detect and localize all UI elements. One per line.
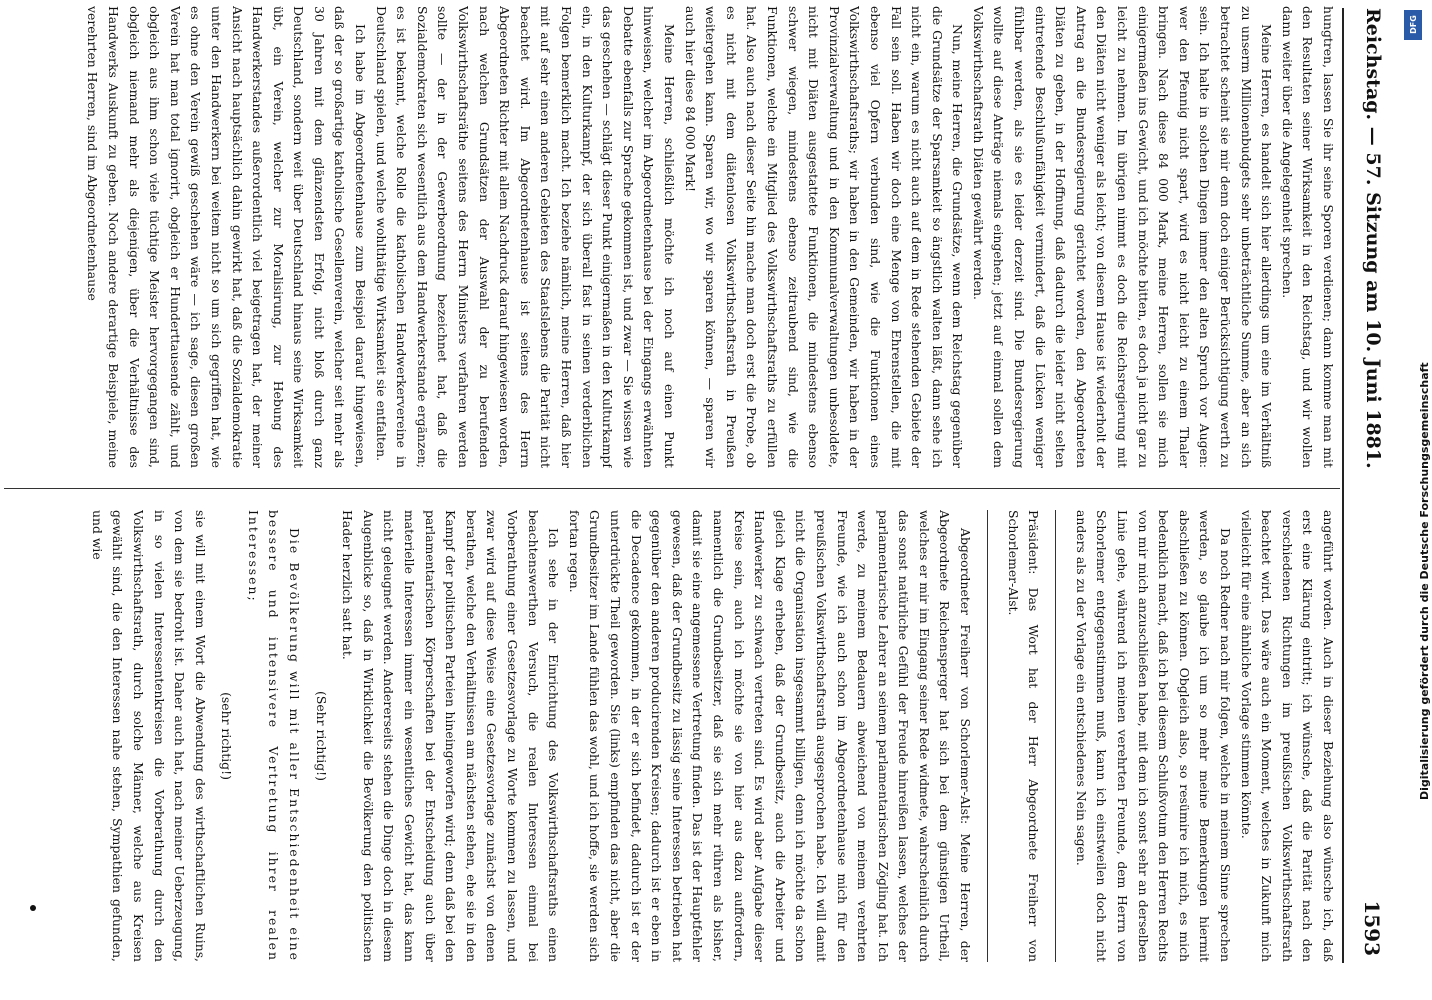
page-header <box>1350 8 1390 956</box>
paragraph: Die Bevölkerung will mit aller Entschiedenheit eine bessere und intensivere Vertretung ihrer realen Interessen; <box>245 510 303 962</box>
header-rule <box>1342 8 1344 963</box>
sidebar-credit <box>1404 200 1431 800</box>
margin-dot <box>30 905 36 911</box>
paragraph: sie will mit einem Wort die Abwendung des wirthschaftlichen Ruins, von dem sie bedroht ist. Daher auch hat, nach meiner Ueberzeugung, in so vielen Interessentenkreisen die Vorberathung durch den Volkswirthschaftsrath, durch solche Männer, welche aus Kreisen gewählt sind, die den Interessen nahe stehen, Sympathien gefunden, und wie <box>89 510 208 962</box>
interjection: (sehr richtig!) <box>219 692 235 780</box>
section-rule <box>987 510 988 962</box>
paragraph: hungtren, lassen Sie ihr seine Sporen verdienen; dann komme man mit den Resultaten seiner Wirksamkeit in den Reichstag, und wir wollen dann weiter über die Angelegenheit sprechen. <box>1279 6 1336 468</box>
right-column <box>8 510 1338 962</box>
interjection: (Sehr richtig!) <box>313 691 329 781</box>
paragraph: Präsident: Das Wort hat der Herr Abgeordnete Freiherr von Schorlemer-Alst. <box>1005 510 1042 962</box>
section-rule <box>1055 510 1056 962</box>
paragraph: angeführt worden. Auch in dieser Beziehung also wünsche ich, daß erst eine Klärung eintritt; ich wünsche, daß die Parität nach den verschiedenen Richtungen im preußischen Volkswirthschaftsrath beachtet wird. Das wäre auch ein Moment, welches in Zukunft mich vielleicht für eine ähnliche Vorlage stimmen könnte. <box>1238 510 1336 962</box>
paragraph: Ich habe im Abgeordnetenhause zum Beispiel darauf hingewiesen, daß der so großartige katholische Gesellenverein, welcher seit mehr als 30 Jahren mit dem glänzendsten Erfolg, nicht bloß durch ganz Deutschland, sondern weit über Deutschland hinaus seine Wirksamkeit übt, ein Verein, welcher zur Moralisirung, zur Hebung des Handwerkerstandes außerordentlich viel beigetragen hat, der meiner Ansicht nach hauptsächlich dahin gewirkt hat, daß die Sozialdemokratie unter den Handwerkern bei weitem nicht so um sich gegriffen hat, wie es ohne den Verein gewiß geschehen wäre — ich sage, diesen großen Verein hat man total ignorirt, obgleich er Hunderttausende zählt, und obgleich aus ihm schon viele tüchtige Meister hervorgegangen sind, obgleich niemand mehr als diejenigen, über die Verhältnisse des Handwerks Auskunft zu geben. Noch andere derartige Beispiele, meine verehrten Herren, sind im Abgeordnetenhause <box>85 6 369 468</box>
paragraph: Da noch Redner nach mir folgen, welche in meinem Sinne sprechen werden, so glaube ich um so mehr meine Bemerkungen hiermit abschließen zu können. Obgleich also, so resümire ich mich, es mich bedenklich macht, daß ich bei diesem Schlußvotum den Herren Rechts von mir mich anzuschließen habe, mit dem ich sonst sehr an derselben Linie gehe, während ich meinen verehrten Freunde, dem Herrn von Schorlemer entgegenstimmen muß, kann ich einstweilen doch nicht anders als zu der Vorlage ein entschiedenes Nein sagen. <box>1073 510 1234 962</box>
running-head: Reichstag. — 57. Sitzung am 10. Juni 1881. <box>1362 8 1384 469</box>
paragraph: Meine Herren, es handelt sich hier allerdings um eine im Verhältniß zu unserm Millionenbudgets sehr unbeträchtliche Summe, aber an sich betrachtet scheint sie mir denn doch einiger Berücksichtigung werth zu sein. Ich halte in solchen Dingen immer den alten Spruch vor Augen: wer den Pfennig nicht spart, wird es nicht leicht zu einem Thaler bringen. Nach diese 84 000 Mark, meine Herren, sollen sie mich einigermaßen ins Gewicht, und ich möchte bitten, es doch ja nicht gar zu leicht zu nehmen. Im übrigen nimmt es doch die Reichsregierung mit den Diäten nicht weniger als leicht; von diesem Hause ist wiederholt der Antrag an die Bundesregierung gerichtet worden, den Abgeordneten Diäten zu geben, in der Hoffnung, daß dadurch die leider nicht selten eintretende Beschlußunfähigkeit vermindert, daß die Lücken weniger fühlbar werden, als sie es leider derzeit sind. Die Bundesregierung wollte auf diese Anträge niemals eingehen; jetzt auf einmal sollen dem Volkswirthschaftsrath Diäten gewährt werden. <box>970 6 1275 468</box>
paragraph: Nun, meine Herren, die Grundsätze, wenn dem Reichstag gegenüber die Grundsätze der Sparsamkeit so ängstlich walten läßt, dann sehe ich nicht ein, warum es nicht auch auf dem in Rede stehenden Gebiete der Fall sein soll. Haben wir doch eine Menge von Ehrenstellen, die mit ebenso viel Opfern verbunden sind, wie die Funktionen eines Volkswirthschaftsraths; wir haben in den Gemeinden, wir haben in der Provinzialverwaltung und in den Kommunalverwaltungen unbesoldete, nicht mit Diäten ausgestattete Funktionen, die mindestens ebenso schwer wiegen, mindestens ebenso zeitraubend sind, wie die Funktionen, welche ein Mitglied des Volkswirthschaftsraths zu erfüllen hat. Also auch nach dieser Seite hin mache man doch erst die Probe, ob es nicht mit dem diätenlosen Volkswirthschaftsrath in Preußen weitergehen kann. Sparen wir, wo wir sparen können, — sparen wir auch hier diese 84 000 Mark! <box>682 6 966 468</box>
paragraph: Ich sehe in der Einrichtung des Volkswirthschaftsraths einen beachtenswerthen Versuch, die realen Interessen einmal bei Vorberathung einer Gesetzesvorlage zu Worte kommen zu lassen, und zwar wird auf diese Weise eine Gesetzesvorlage zunächst von denen berathen, welche den Verhältnissen am nächsten stehen, ehe sie in den Kampf der politischen Parteien hineingeworfen wird; denn daß bei den parlamentarischen Körperschaften bei der Entscheidung auch über materielle Interessen immer ein wesentliches Gewicht hat, das kann nicht geleugnet werden. Andererseits stehen die Dinge doch in diesem Augenblicke so, daß in Wirklichkeit die Bevölkerung den politischen Hader herzlich satt hat. <box>340 510 562 962</box>
column-divider <box>4 488 1340 489</box>
credit-text: Digitalisierung gefördert durch die Deutsche Forschungsgemeinschaft <box>1418 362 1431 800</box>
paragraph: Meine Herren, schließlich möchte ich noch auf einen Punkt hinweisen, welcher im Abgeordnetenhause bei der Eingangs erwähnten Debatte ebenfalls zur Sprache gekommen ist, und zwar — Sie wissen wie das geschehen — schlägt dieser Punkt einigermaßen in den Kulturkampf ein, in den Kulturkampf, der sich überall fast in seinen verderblichen Folgen bemerklich macht. Ich beziehe nämlich, meine Herren, daß hier mit auf sehr einen anderen Gebieten des Staatslebens die Parität nicht beachtet wird. Im Abgeordnetenhause ist seitens des Herrn Abgeordneten Richter mit allem Nachdruck darauf hingewiesen worden, nach welchen Grundsätzen der Auswahl der zu berufenden Volkswirthschaftsräthe seitens des Herrn Ministers verfahren werden sollte — der in der Gewerbeordnung bezeichnet hat, daß die Sozialdemokraten sich wesentlich aus dem Handwerkerstande ergänzen; es ist bekannt, welche Rolle die katholischen Handwerkervereine in Deutschland spielen, und welche wohlthätige Wirksamkeit sie entfalten. <box>373 6 677 468</box>
left-column <box>8 6 1338 468</box>
page-number: 1593 <box>1360 900 1384 956</box>
dfg-logo: DFG <box>1404 10 1422 40</box>
paragraph: Abgeordneter Freiherr von Schorlemer-Alst: Meine Herren, der Abgeordnete Reichensperger hat sich bei dem günstigen Urtheil, welches er mir im Eingang seiner Rede widmete, wahrscheinlich durch das sonst natürliche Gefühl der Freude hinreißen lassen, welches der parlamentarische Lehrer an seinem parlamentarischen Zögling hat. Ich werde, zu meinem Bedauern abweichend von meinem verehrten Freunde, wie ich auch schon im Abgeordnetenhause mich für den preußischen Volkswirthschaftsrath ausgesprochen habe. Ich will damit nicht die Organisation insgesammt billigen, denn ich möchte da schon gleich Klage erheben, daß der Grundbesitz, auch die Arbeiter und Handwerker zu schwach vertreten sind. Es wird aber Aufgabe dieser Kreise sein, auch ich möchte sie von hier aus dazu auffordern, namentlich die Grundbesitzer, daß sie sich mehr rühren als bisher, damit sie eine angemessene Vertretung finden. Das ist der Hauptfehler gewesen, daß der Grundbesitz zu lässig seine Interessen betrieben hat gegenüber den anderen producirenden Kreisen; dadurch ist er eben in die Decadence gekommen, in der er sich befindet, dadurch ist er der unterdrückte Theil geworden. Sie (links) empfinden das nicht, aber die Grundbesitzer im Lande fühlen das wohl, und ich hoffe, sie werden sich fortan regen. <box>566 510 974 962</box>
